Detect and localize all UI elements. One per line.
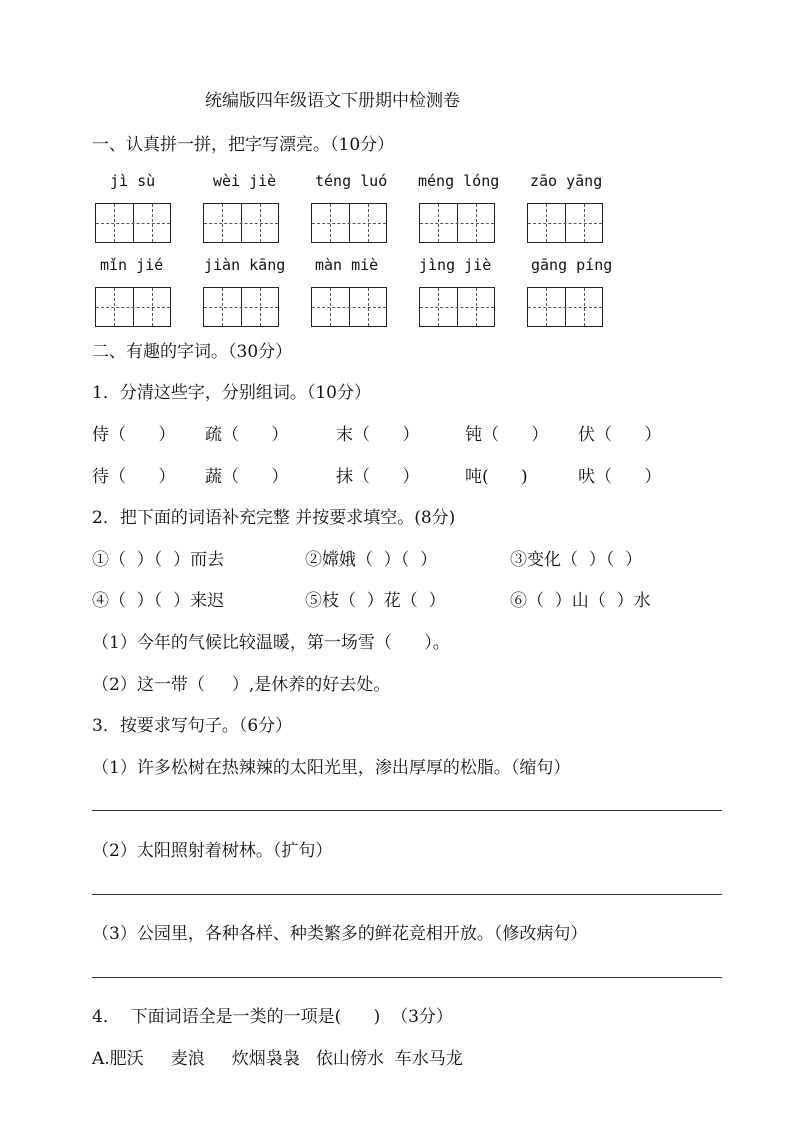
idiom-item[interactable]: ③变化（ ）（ ） (510, 550, 643, 570)
pinyin-label: jiàn kāng (204, 256, 286, 274)
pinyin-label: mǐn jié (100, 256, 164, 274)
page-title: 统编版四年级语文下册期中检测卷 (205, 91, 460, 111)
idiom-item[interactable]: ④（ ）（ ）来迟 (92, 591, 225, 611)
q3-heading: 3．按要求写句子。（6分） (92, 716, 293, 736)
tianzige-box[interactable] (311, 203, 387, 243)
tianzige-box[interactable] (95, 287, 171, 327)
word-group-item[interactable]: 疏（ ） (205, 425, 289, 445)
tianzige-box[interactable] (203, 203, 279, 243)
sentence-task: （3）公园里，各种各样、种类繁多的鲜花竞相开放。（修改病句） (92, 924, 588, 944)
word-group-item[interactable]: 末（ ） (336, 425, 420, 445)
word-group-item[interactable]: 抹（ ） (336, 467, 420, 487)
pinyin-label: wèi jiè (213, 172, 277, 190)
answer-line[interactable] (92, 810, 722, 811)
answer-line[interactable] (92, 894, 722, 895)
part1-heading: 一、认真拼一拼，把字写漂亮。（10分） (92, 135, 395, 155)
q1-heading: 1．分清这些字，分别组词。（10分） (92, 383, 371, 403)
pinyin-label: zāo yāng (530, 172, 603, 190)
idiom-item[interactable]: ①（ ）（ ）而去 (92, 550, 225, 570)
tianzige-box[interactable] (527, 287, 603, 327)
tianzige-box[interactable] (419, 287, 495, 327)
q2-heading: 2．把下面的词语补充完整 并按要求填空。(8分) (92, 508, 456, 528)
idiom-item[interactable]: ⑤枝（ ）花（ ） (305, 591, 446, 611)
part2-heading: 二、有趣的字词。（30分） (92, 342, 293, 362)
word-group-item[interactable]: 吠（ ） (578, 467, 662, 487)
fill-blank-sentence[interactable]: （2）这一带（ ）,是休养的好去处。 (92, 675, 391, 695)
word-group-item[interactable]: 吨( ) (465, 467, 528, 487)
pinyin-label: téng luó (315, 172, 388, 190)
word-group-item[interactable]: 侍（ ） (92, 425, 176, 445)
q4-heading: 4． 下面词语全是一类的一项是( ) （3分） (92, 1007, 453, 1027)
pinyin-label: gāng píng (531, 256, 613, 274)
pinyin-label: méng lóng (418, 172, 500, 190)
tianzige-box[interactable] (95, 203, 171, 243)
pinyin-label: jì sù (110, 172, 156, 190)
fill-blank-sentence[interactable]: （1）今年的气候比较温暖，第一场雪（ ）。 (92, 633, 450, 653)
word-group-item[interactable]: 待（ ） (92, 467, 176, 487)
tianzige-box[interactable] (419, 203, 495, 243)
sentence-task: （1）许多松树在热辣辣的太阳光里，渗出厚厚的松脂。（缩句） (92, 758, 571, 778)
answer-line[interactable] (92, 977, 722, 978)
pinyin-label: màn miè (315, 256, 379, 274)
pinyin-label: jìng jiè (419, 256, 492, 274)
tianzige-box[interactable] (203, 287, 279, 327)
word-group-item[interactable]: 蔬（ ） (205, 467, 289, 487)
sentence-task: （2）太阳照射着树林。（扩句） (92, 841, 333, 861)
idiom-item[interactable]: ②嫦娥（ ）（ ） (305, 550, 438, 570)
idiom-item[interactable]: ⑥（ ）山（ ）水 (510, 591, 651, 611)
tianzige-box[interactable] (527, 203, 603, 243)
word-group-item[interactable]: 伏（ ） (578, 425, 662, 445)
option-a[interactable]: A.肥沃 麦浪 炊烟袅袅 依山傍水 车水马龙 (92, 1049, 463, 1069)
word-group-item[interactable]: 钝（ ） (465, 425, 549, 445)
tianzige-box[interactable] (311, 287, 387, 327)
